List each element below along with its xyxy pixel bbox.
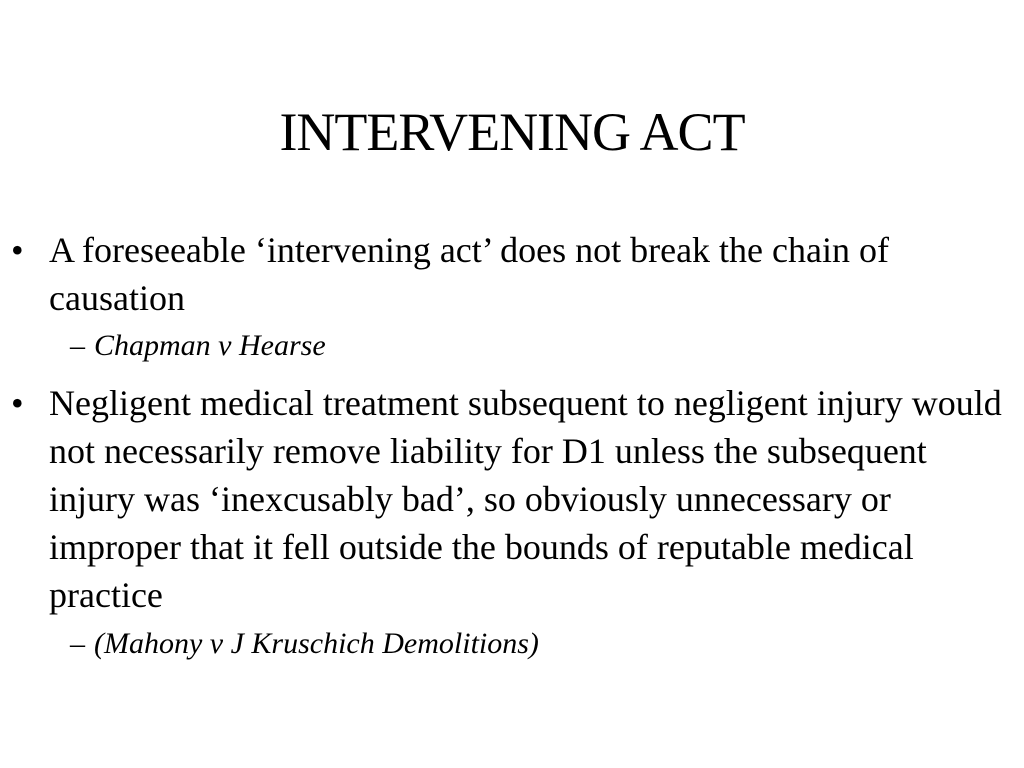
bullet-text: Negligent medical treatment subsequent to negligent injury would not necessarily remove liability for D1 unless the subsequent injury was ‘inexcusably bad’, so obviously unnecessary or improper that it fell outside the bounds of reputable medical practice [49, 383, 1002, 615]
sub-bullet-item [0, 624, 1024, 664]
case-citation: (Mahony v J Kruschich Demolitions) [94, 627, 539, 660]
bullet-text: A foreseeable ‘intervening act’ does not break the chain of causation [49, 230, 889, 318]
bullet-marker: • [11, 383, 24, 423]
bullet-item [0, 379, 1024, 619]
slide-title: INTERVENING ACT [279, 102, 745, 162]
slide-body [0, 226, 1024, 664]
bullet-marker: • [11, 230, 24, 270]
sub-bullet-item [0, 326, 1024, 366]
sub-bullet-marker: – [70, 627, 85, 660]
case-citation: Chapman v Hearse [94, 329, 326, 362]
bullet-item [0, 226, 1024, 322]
sub-bullet-marker: – [70, 329, 85, 362]
